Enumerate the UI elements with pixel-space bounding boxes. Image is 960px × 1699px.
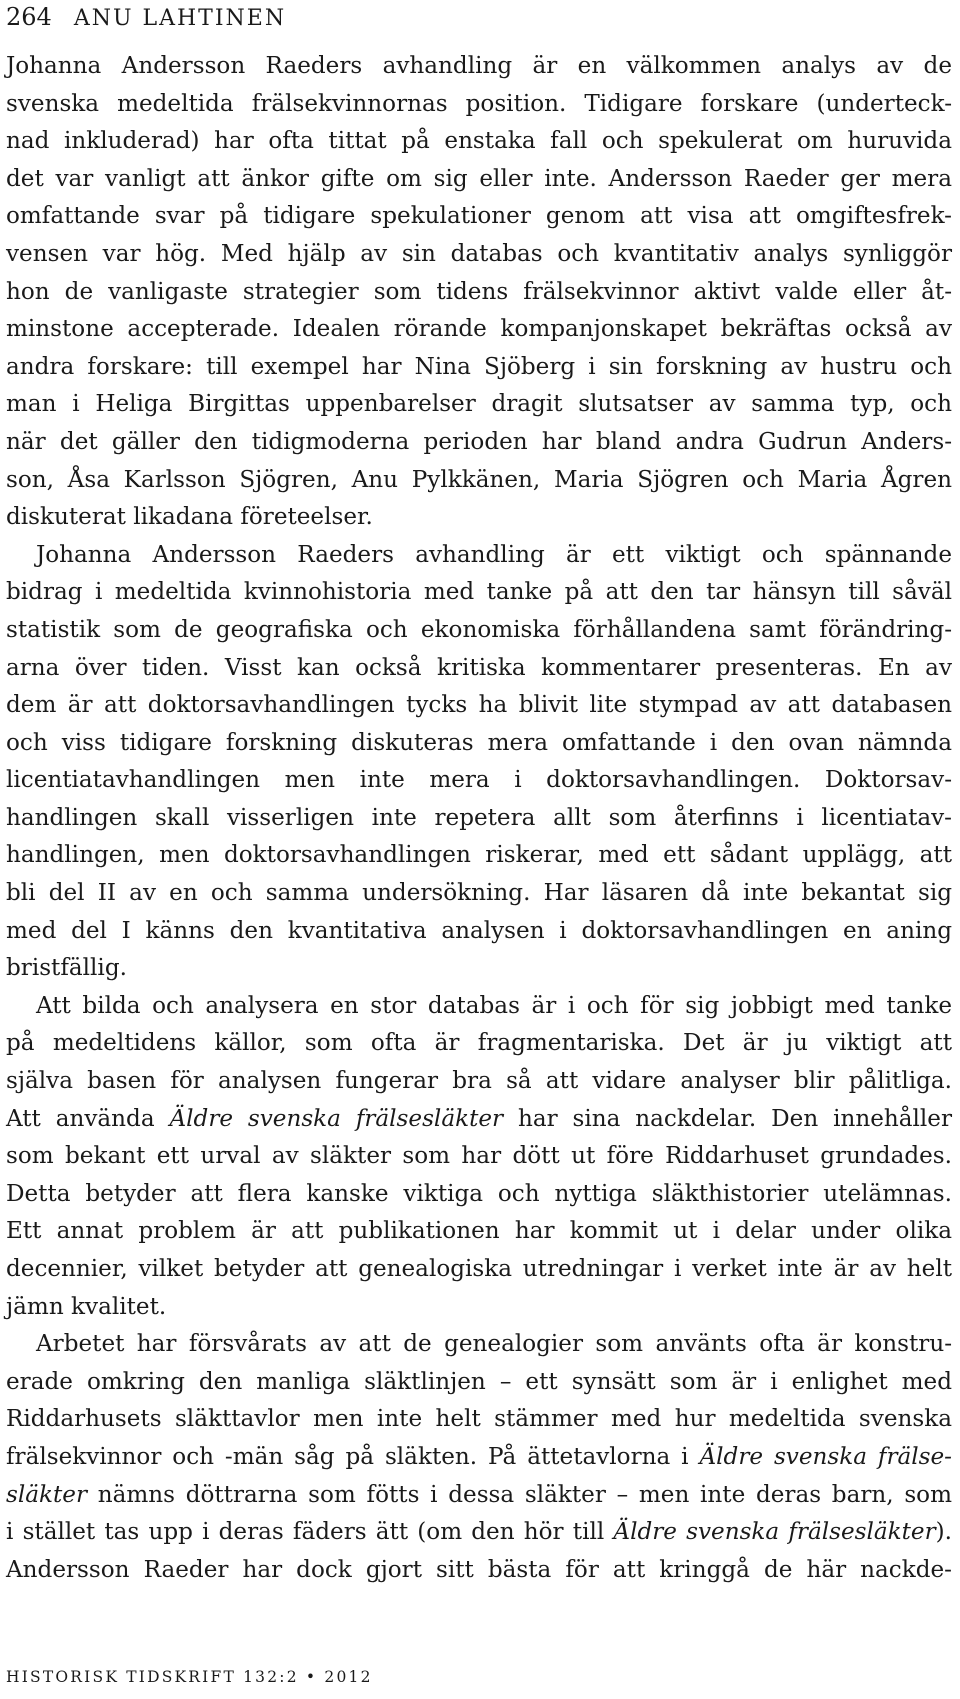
text-line: Detta betyder att flera kanske viktiga och nyttiga släkthistorier utelämnas. xyxy=(6,1180,952,1207)
text-line: Riddarhusets släkttavlor men inte helt stämmer med hur medeltida svenska xyxy=(6,1406,952,1433)
text-line: arna över tiden. Visst kan också kritiska kommentarer presenteras. En av xyxy=(6,654,952,681)
text-line: andra forskare: till exempel har Nina Sjöberg i sin forskning av hustru och xyxy=(6,353,952,380)
text-line: vensen var hög. Med hjälp av sin databas och kvantitativ analys synliggör xyxy=(6,240,952,267)
text-line: frälsekvinnor och -män såg på släkten. På ättetavlorna i Äldre svenska frälse- xyxy=(6,1443,952,1470)
text-line: handlingen skall visserligen inte repetera allt som återfinns i licentiatav- xyxy=(6,804,952,831)
text-line: Att använda Äldre svenska frälsesläkter har sina nackdelar. Den innehåller xyxy=(6,1105,952,1132)
text-line: som bekant ett urval av släkter som har dött ut före Riddarhuset grundades. xyxy=(6,1143,952,1170)
text-line: bli del II av en och samma undersökning. Har läsaren då inte bekantat sig xyxy=(6,880,952,907)
text-line: handlingen, men doktorsavhandlingen riskerar, med ett sådant upplägg, att xyxy=(6,842,952,869)
text-line: bristfällig. xyxy=(6,955,127,982)
text-line: dem är att doktorsavhandlingen tycks ha blivit lite stympad av att databasen xyxy=(6,692,952,719)
text-line: licentiatavhandlingen men inte mera i doktorsavhandlingen. Doktorsav- xyxy=(6,767,952,794)
book-title: Äldre svenska frälsesläkter xyxy=(169,1105,504,1132)
text-line: son, Åsa Karlsson Sjögren, Anu Pylkkänen, Maria Sjögren och Maria Ågren xyxy=(6,466,952,493)
text-line: bidrag i medeltida kvinnohistoria med tanke på att den tar hänsyn till såväl xyxy=(6,579,952,606)
text-line: Andersson Raeder har dock gjort sitt bästa för att kringgå de här nackde- xyxy=(6,1556,952,1583)
page xyxy=(6,0,952,1699)
running-head xyxy=(6,2,286,32)
book-title: Äldre svenska frälse- xyxy=(699,1443,952,1470)
text-line: Ett annat problem är att publikationen har kommit ut i delar under olika xyxy=(6,1218,952,1245)
book-title: släkter xyxy=(6,1481,87,1508)
body-text xyxy=(6,48,952,1589)
text-line: erade omkring den manliga släktlinjen – ett synsätt som är i enlighet med xyxy=(6,1368,952,1395)
text-line: omfattande svar på tidigare spekulationer genom att visa att omgiftesfrek- xyxy=(6,203,952,230)
paragraph xyxy=(6,1326,952,1589)
text-line: Johanna Andersson Raeders avhandling är en välkommen analys av de xyxy=(6,53,952,79)
text-line: när det gäller den tidigmoderna perioden har bland andra Gudrun Anders- xyxy=(6,428,952,455)
book-title: Äldre svenska frälsesläkter xyxy=(613,1519,936,1546)
author-name: ANU LAHTINEN xyxy=(73,6,287,31)
text-line: decennier, vilket betyder att genealogiska utredningar i verket inte är av helt xyxy=(6,1256,952,1282)
text-line: hon de vanligaste strategier som tidens frälsekvinnor aktivt valde eller åt- xyxy=(6,278,952,305)
text-line: man i Heliga Birgittas uppenbarelser dragit slutsatser av samma typ, och xyxy=(6,391,952,418)
text-line: själva basen för analysen fungerar bra så att vidare analyser blir pålitliga. xyxy=(6,1068,952,1095)
text-line: släkter nämns döttrarna som fötts i dessa släkter – men inte deras barn, som xyxy=(6,1481,952,1508)
paragraph xyxy=(6,988,952,1326)
text-line: i stället tas upp i deras fäders ätt (om den hör till Äldre svenska frälsesläkter). xyxy=(6,1519,952,1546)
text-line: nad inkluderad) har ofta tittat på enstaka fall och spekulerat om huruvida xyxy=(6,128,952,155)
paragraph xyxy=(6,537,952,988)
page-number: 264 xyxy=(6,3,52,31)
text-line: svenska medeltida frälsekvinnornas position. Tidigare forskare (underteck- xyxy=(6,90,952,117)
text-line: statistik som de geografiska och ekonomiska förhållandena samt förändring- xyxy=(6,616,952,643)
text-line: minstone accepterade. Idealen rörande kompanjonskapet bekräftas också av xyxy=(6,316,952,343)
text-line: det var vanligt att änkor gifte om sig eller inte. Andersson Raeder ger mera xyxy=(6,165,952,192)
paragraph xyxy=(6,48,952,537)
journal-footer: HISTORISK TIDSKRIFT 132:2 • 2012 xyxy=(6,1668,373,1686)
text-line: och viss tidigare forskning diskuteras mera omfattande i den ovan nämnda xyxy=(6,729,952,756)
text-line: Arbetet har försvårats av att de genealogier som använts ofta är konstru- xyxy=(36,1331,952,1358)
text-line: på medeltidens källor, som ofta är fragmentariska. Det är ju viktigt att xyxy=(6,1030,952,1057)
text-line: jämn kvalitet. xyxy=(6,1293,167,1320)
text-line: med del I känns den kvantitativa analysen i doktorsavhandlingen en aning xyxy=(6,917,952,944)
text-line: Johanna Andersson Raeders avhandling är ett viktigt och spännande xyxy=(36,541,952,568)
text-line: Att bilda och analysera en stor databas är i och för sig jobbigt med tanke xyxy=(36,992,952,1019)
text-line: diskuterat likadana företeelser. xyxy=(6,504,373,531)
